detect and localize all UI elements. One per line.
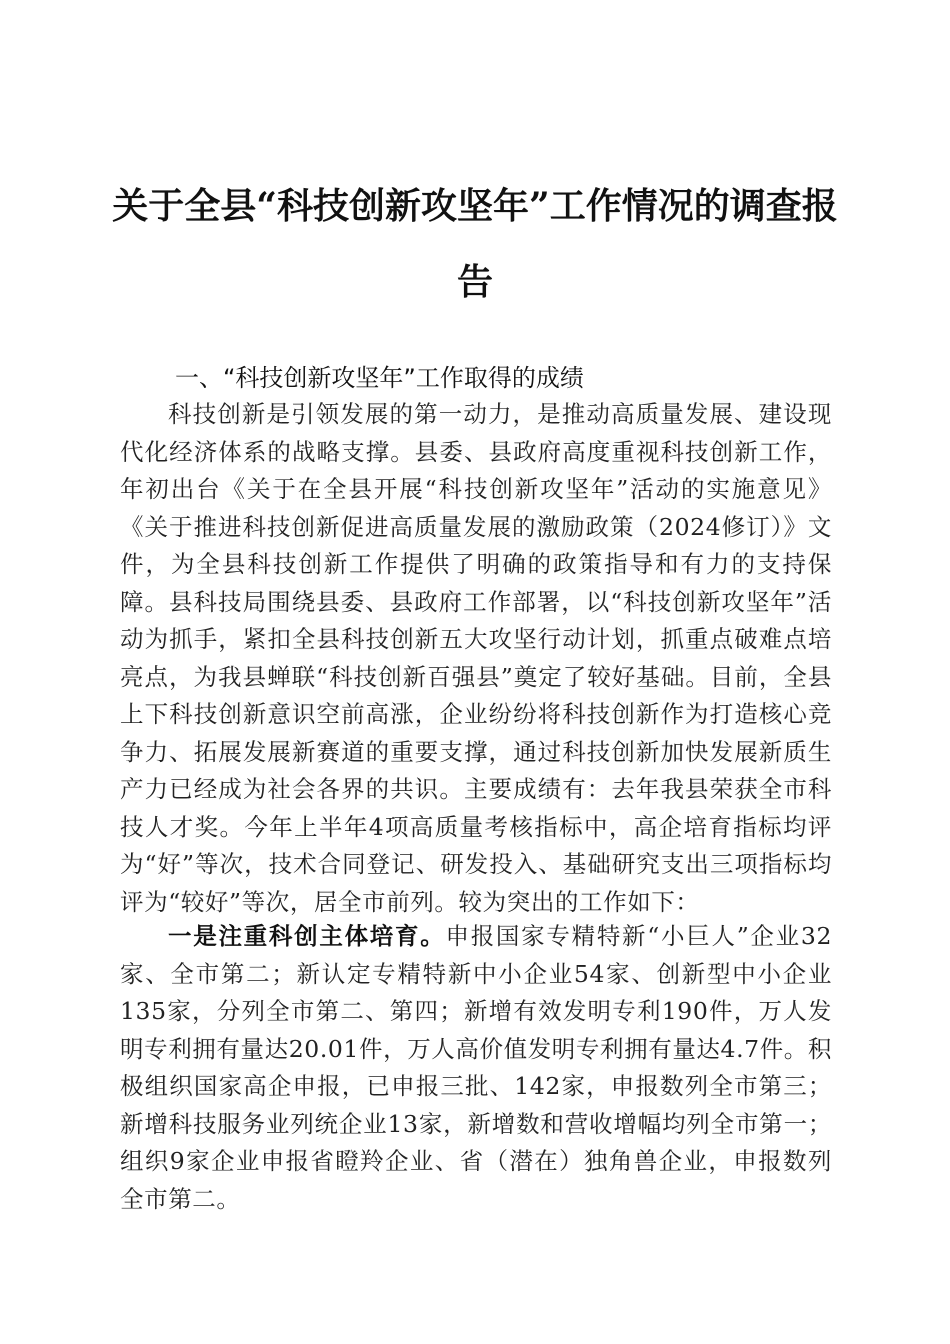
paragraph-intro	[120, 396, 832, 921]
paragraph-lead: 一是注重科创主体培育。	[168, 922, 446, 950]
document-title: 关于全县“科技创新攻坚年”工作情况的调查报告	[112, 185, 838, 303]
paragraph-cultivation	[120, 918, 832, 1218]
section-heading: 一、“科技创新攻坚年”工作取得的成绩	[175, 364, 584, 392]
paragraph-text: 申报国家专精特新“小巨人”企业32家、全市第二；新认定专精特新中小企业54家、创新型中小企业135家，分列全市第二、第四；新增有效发明专利190件，万人发明专利拥有量达20.01件，万人高价值发明专利拥有量达4.7件。积极组织国家高企申报，已申报三批、142家，申报数列全市第三；新增科技服务业列统企业13家，新增数和营收增幅均列全市第一；组织9家企业申报省瞪羚企业、省（潜在）独角兽企业，申报数列全市第二。	[120, 922, 832, 1213]
paragraph-text: 科技创新是引领发展的第一动力，是推动高质量发展、建设现代化经济体系的战略支撑。县委、县政府高度重视科技创新工作，年初出台《关于在全县开展“科技创新攻坚年”活动的实施意见》《关于推进科技创新促进高质量发展的激励政策（2024修订）》文件，为全县科技创新工作提供了明确的政策指导和有力的支持保障。县科技局围绕县委、县政府工作部署，以“科技创新攻坚年”活动为抓手，紧扣全县科技创新五大攻坚行动计划，抓重点破难点培亮点，为我县蝉联“科技创新百强县”奠定了较好基础。目前，全县上下科技创新意识空前高涨，企业纷纷将科技创新作为打造核心竞争力、拓展发展新赛道的重要支撑，通过科技创新加快发展新质生产力已经成为社会各界的共识。主要成绩有：去年我县荣获全市科技人才奖。今年上半年4项高质量考核指标中，高企培育指标均评为“好”等次，技术合同登记、研发投入、基础研究支出三项指标均评为“较好”等次，居全市前列。较为突出的工作如下：	[120, 400, 832, 916]
